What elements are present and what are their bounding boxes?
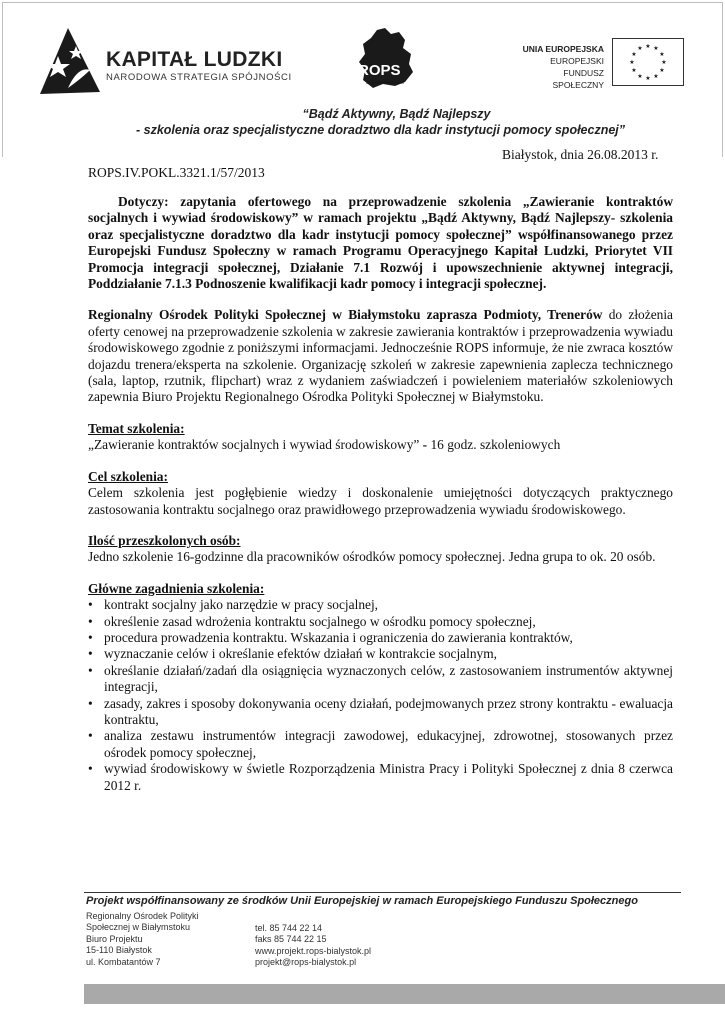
intro-bold: Regionalny Ośrodek Polityki Społecznej w Białymstoku zaprasza Podmioty, Trenerów xyxy=(88,307,603,323)
count-text: Jedno szkolenie 16-godzinne dla pracowników ośrodków pomocy społecznej. Jedna grupa to ok. 20 osób. xyxy=(88,549,656,565)
list-item: • określenie zasad wdrożenia kontraktu socjalnego w ośrodku pomocy społecznej, xyxy=(88,614,673,630)
footer-bar xyxy=(84,984,725,1004)
document-header xyxy=(0,0,725,137)
list-item: • zasady, zakres i sposoby dokonywania oceny działań, podejmowanych przez strony kontraktu - ewaluacja kontraktu, xyxy=(88,696,673,729)
footer-contact xyxy=(255,923,371,969)
subject-paragraph xyxy=(88,194,673,292)
intro-rest: do złożenia oferty cenowej na przeprowadzenie szkolenia w zakresie zawierania kontraktów i przeprowadzenia wywiadu środowiskowego zgodnie z poniższymi informacjami. Jednocześnie ROPS informuje, że nie zwraca kosztów dojazdu trenera/eksperta na szkolenie. Organizację szkoleń w zakresie zapewnienia zaplecza technicznego (sala, laptop, rzutnik, flipchart) wraz z wydaniem zaświadczeń i powieleniem materiałów szkoleniowych zapewnia Biuro Projektu Regionalnego Ośrodka Polityki Społecznej w Białymstoku. xyxy=(88,307,673,405)
list-item: • wyznaczanie celów i określanie efektów działań w kontrakcie socjalnym, xyxy=(88,646,673,662)
city-date: Białystok, dnia 26.08.2013 r. xyxy=(502,147,659,162)
issues-heading: Główne zagadnienia szkolenia: xyxy=(88,580,265,596)
topic-heading: Temat szkolenia: xyxy=(88,420,185,436)
list-item: • analiza zestawu instrumentów integracji zawodowej, edukacyjnej, zdrowotnej, stosowanych przez ośrodek pomocy społecznej, xyxy=(88,728,673,761)
list-item: • procedura prowadzenia kontraktu. Wskazania i ograniczenia do zawierania kontraktów, xyxy=(88,630,673,646)
footer-address xyxy=(86,911,199,968)
kapital-ludzki-subtitle: NARODOWA STRATEGIA SPÓJNOŚCI xyxy=(106,72,292,83)
svg-text:★: ★ xyxy=(629,59,635,66)
address-line: ul. Kombatantów 7 xyxy=(86,956,161,967)
letter-body xyxy=(88,194,673,794)
topic-line xyxy=(88,437,673,453)
eu-label-line1: UNIA EUROPEJSKA xyxy=(522,44,604,54)
project-title-line1: “Bądź Aktywny, Bądź Najlepszy xyxy=(302,107,491,121)
svg-text:★: ★ xyxy=(653,45,659,52)
address-line: Biuro Projektu xyxy=(86,933,143,944)
address-line: 15-110 Białystok xyxy=(86,945,152,956)
reference-number: ROPS.IV.POKL.3321.1/57/2013 xyxy=(88,165,265,180)
rops-subtitle: W BIAŁYMSTOKU xyxy=(366,80,405,85)
topic-hours: 16 godz. szkoleniowych xyxy=(430,437,561,453)
goal-heading: Cel szkolenia: xyxy=(88,468,168,484)
project-title-line2: - szkolenia oraz specjalistyczne doradztwo dla kadr instytucji pomocy społecznej” xyxy=(135,123,626,137)
eu-flag-icon xyxy=(612,38,684,86)
goal-text: Celem szkolenia jest pogłębienie wiedzy i doskonalenie umiejętności dotyczących praktycznego zastosowania kontraktu socjalnego oraz prawidłowego przeprowadzenia wywiadu środowiskowego. xyxy=(88,485,673,517)
topic-name: „Zawieranie kontraktów socjalnych i wywiad środowiskowy” xyxy=(88,437,420,453)
svg-text:★: ★ xyxy=(637,73,643,80)
intro-paragraph xyxy=(88,307,673,405)
email-line: projekt@rops-bialystok.pl xyxy=(255,957,357,968)
footer-title: Projekt współfinansowany ze środków Unii Europejskiej w ramach Europejskiego Funduszu Społecznego xyxy=(86,895,638,907)
subject-text: Dotyczy: zapytania ofertowego na przeprowadzenie szkolenia „Zawieranie kontraktów socjalnych i wywiad środowiskowy” w ramach projektu „Bądź Aktywny, Bądź Najlepszy- szkolenia oraz specjalistyczne doradztwo dla kadr instytucji pomocy społecznej” współfinansowanego przez Europejski Fundusz Społeczny w ramach Programu Operacyjnego Kapitał Ludzki, Priorytet VII Promocja integracji społecznej, Działanie 7.1 Rozwój i upowszechnienie aktywnej integracji, Poddziałanie 7.1.3 Podnoszenie kwalifikacji kadr pomocy i integracji społecznej. xyxy=(88,194,673,292)
svg-text:★: ★ xyxy=(637,45,643,52)
fax-line: faks 85 744 22 15 xyxy=(255,934,327,945)
svg-text:★: ★ xyxy=(631,51,637,58)
svg-text:★: ★ xyxy=(653,73,659,80)
svg-text:★: ★ xyxy=(645,43,651,50)
svg-text:★: ★ xyxy=(661,59,667,66)
eu-label-line3: FUNDUSZ SPOŁECZNY xyxy=(552,68,604,90)
topic-dash: - xyxy=(419,437,431,453)
svg-text:★: ★ xyxy=(659,67,665,74)
eu-label-line2: EUROPEJSKI xyxy=(550,56,604,66)
kapital-ludzki-logo-icon xyxy=(38,26,102,96)
rops-name: ROPS xyxy=(358,62,401,79)
phone-line: tel. 85 744 22 14 xyxy=(255,923,323,933)
footer-divider xyxy=(84,892,681,893)
address-line: Regionalny Ośrodek Polityki xyxy=(86,911,199,921)
list-item: • określanie działań/zadań dla osiągnięcia wyznaczonych celów, z zastosowaniem instrumentów aktywnej integracji, xyxy=(88,663,673,696)
svg-text:★: ★ xyxy=(645,75,651,82)
list-item: • kontrakt socjalny jako narzędzie w pracy socjalnej, xyxy=(88,597,673,613)
count-heading: Ilość przeszkolonych osób: xyxy=(88,532,241,548)
address-line: Społecznej w Białymstoku xyxy=(86,922,191,933)
eu-label xyxy=(512,43,604,91)
issues-list xyxy=(88,597,673,794)
svg-text:★: ★ xyxy=(631,67,637,74)
list-item: • wywiad środowiskowy w świetle Rozporządzenia Ministra Pracy i Polityki Społecznej z dnia 8 czerwca 2012 r. xyxy=(88,761,673,794)
svg-text:★: ★ xyxy=(659,51,665,58)
website-line: www.projekt.rops-bialystok.pl xyxy=(255,945,372,956)
kapital-ludzki-name: KAPITAŁ LUDZKI xyxy=(106,48,283,71)
